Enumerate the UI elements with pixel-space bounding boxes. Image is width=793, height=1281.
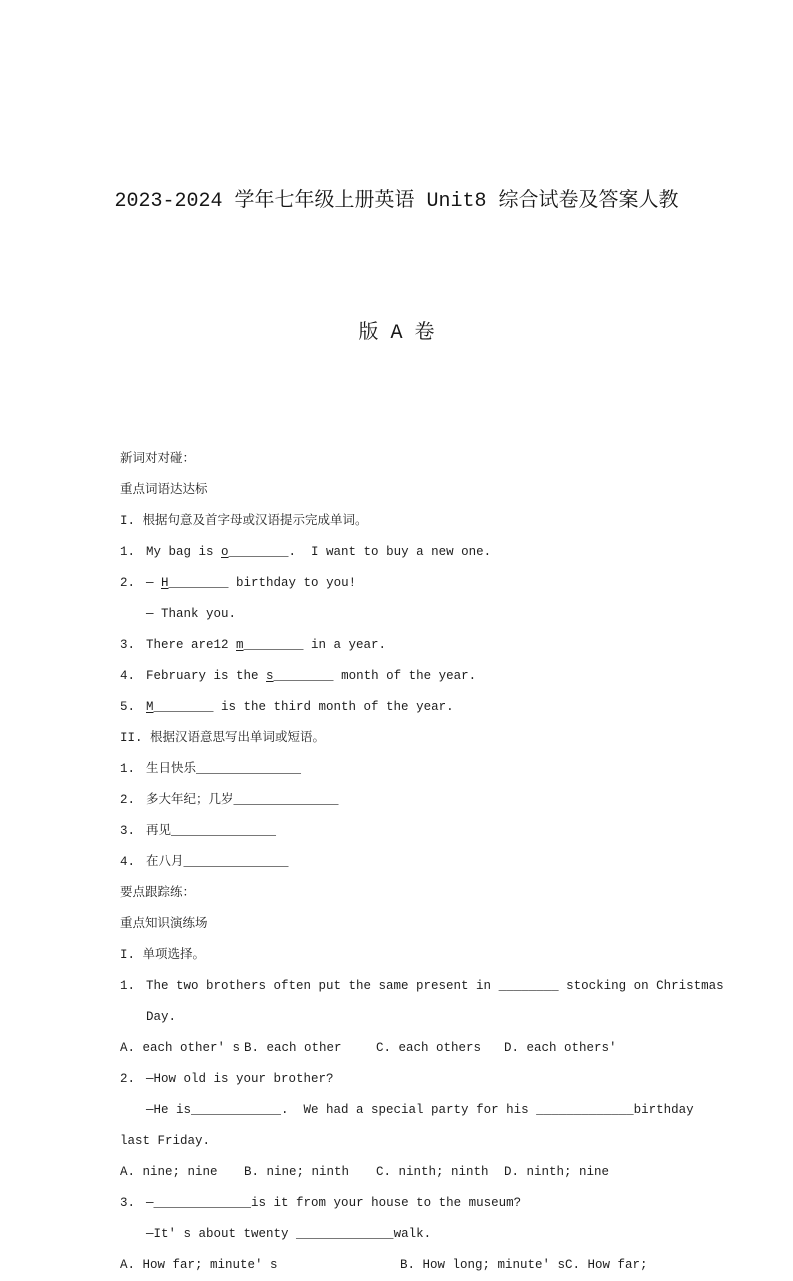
question-item [120,630,693,661]
text-segment: stocking on Christmas [558,979,724,993]
doc-line [120,909,693,940]
text-segment: I. 单项选择。 [120,948,206,962]
text-segment: I. 根据句意及首字母或汉语提示完成单词。 [120,514,368,528]
text-segment: —How old is your brother? [146,1072,334,1086]
blank-first-letter: s [266,669,274,683]
question-item [120,661,693,692]
item-number: 4. [120,855,136,869]
text-segment: — [146,1196,154,1210]
option-b: B. each other [244,1041,342,1055]
answer-blank: ________ [243,638,304,652]
text-segment: 再见 [146,824,172,838]
doc-line [120,1002,693,1033]
text-segment: Day. [146,1010,177,1024]
exam-title-line2: 版 A 卷 [358,322,435,345]
answer-blank: ________ [498,979,559,993]
text-segment: last Friday. [120,1134,211,1148]
text-segment: in a year. [303,638,387,652]
answer-blank: ______________ [233,793,339,807]
item-number: 1. [120,979,136,993]
text-segment: is it from your house to the museum? [251,1196,522,1210]
exam-title-line1: 2023-2024 学年七年级上册英语 Unit8 综合试卷及答案人教 [114,190,679,213]
answer-blank: _____________ [153,1196,252,1210]
text-segment: 在八月 [146,855,184,869]
text-segment: My bag is [146,545,222,559]
blank-first-letter: H [161,576,169,590]
text-segment: 生日快乐 [146,762,197,776]
blank-first-letter: m [236,638,244,652]
text-segment: . We had a special party for his [281,1103,537,1117]
text-segment: II. 根据汉语意思写出单词或短语。 [120,731,326,745]
option-c: C. each others [376,1041,482,1055]
text-segment: — [146,576,162,590]
question-item [120,785,693,816]
blank-first-letter: M [146,700,154,714]
question-item [120,537,693,568]
item-number: 3. [120,1196,136,1210]
item-number: 5. [120,700,136,714]
answer-blank: ____________ [191,1103,282,1117]
item-number: 1. [120,545,136,559]
question-item [120,754,693,785]
doc-line [120,444,693,475]
text-segment: is the third month of the year. [213,700,454,714]
exam-title [0,0,793,444]
doc-line [120,506,693,537]
option-d: D. each others' [504,1041,617,1055]
blank-first-letter: o [221,545,229,559]
question-item [120,971,724,1002]
text-segment: . I want to buy a new one. [288,545,492,559]
text-segment: month of the year. [333,669,477,683]
answer-blank: ________ [168,576,229,590]
question-item [120,1188,693,1219]
option-a: A. How far; minute' s [120,1258,278,1272]
item-number: 2. [120,1072,136,1086]
doc-line [120,878,693,909]
text-segment: —It' s about twenty [146,1227,297,1241]
answer-blank: ______________ [171,824,277,838]
question-item [120,847,693,878]
text-segment: The two brothers often put the same present in [146,979,499,993]
answer-blank: ________ [228,545,289,559]
answer-blank: _____________ [296,1227,394,1241]
answer-blank: ______________ [183,855,289,869]
options-row [120,1250,693,1281]
text-segment: walk. [393,1227,432,1241]
question-item [120,816,693,847]
answer-blank: ______________ [196,762,302,776]
answer-blank: ________ [273,669,334,683]
exam-body [120,444,724,1281]
option-a: A. nine; nine [120,1165,218,1179]
doc-line [120,723,693,754]
item-number: 4. [120,669,136,683]
doc-line [120,1219,693,1250]
item-number: 3. [120,638,136,652]
option-a: A. each other' s [120,1041,241,1055]
doc-line [120,940,693,971]
question-item [120,692,693,723]
doc-line [120,1126,693,1157]
answer-blank: _____________ [536,1103,634,1117]
item-number: 2. [120,793,136,807]
options-row [120,1157,693,1188]
item-number: 2. [120,576,136,590]
answer-blank: ________ [153,700,214,714]
doc-line [120,599,693,630]
text-segment: 新词对对碰： [120,452,196,466]
text-segment: birthday to you! [228,576,357,590]
text-segment: 要点跟踪练： [120,886,196,900]
option-c: C. ninth; ninth [376,1165,489,1179]
question-item [120,1064,693,1095]
text-segment: birthday [633,1103,694,1117]
text-segment: — Thank you. [146,607,237,621]
doc-line [120,475,693,506]
item-number: 1. [120,762,136,776]
item-number: 3. [120,824,136,838]
text-segment: There are12 [146,638,237,652]
option-d: D. ninth; nine [504,1165,610,1179]
text-segment: —He is [146,1103,192,1117]
options-row [120,1033,693,1064]
text-segment: 多大年纪；几岁 [146,793,234,807]
text-segment: 重点词语达达标 [120,483,208,497]
text-segment: 重点知识演练场 [120,917,208,931]
option-c: C. How far; [565,1258,648,1272]
option-b: B. How long; minute' s [400,1258,566,1272]
doc-line [120,1095,693,1126]
text-segment: February is the [146,669,267,683]
question-item [120,568,693,599]
option-b: B. nine; ninth [244,1165,350,1179]
